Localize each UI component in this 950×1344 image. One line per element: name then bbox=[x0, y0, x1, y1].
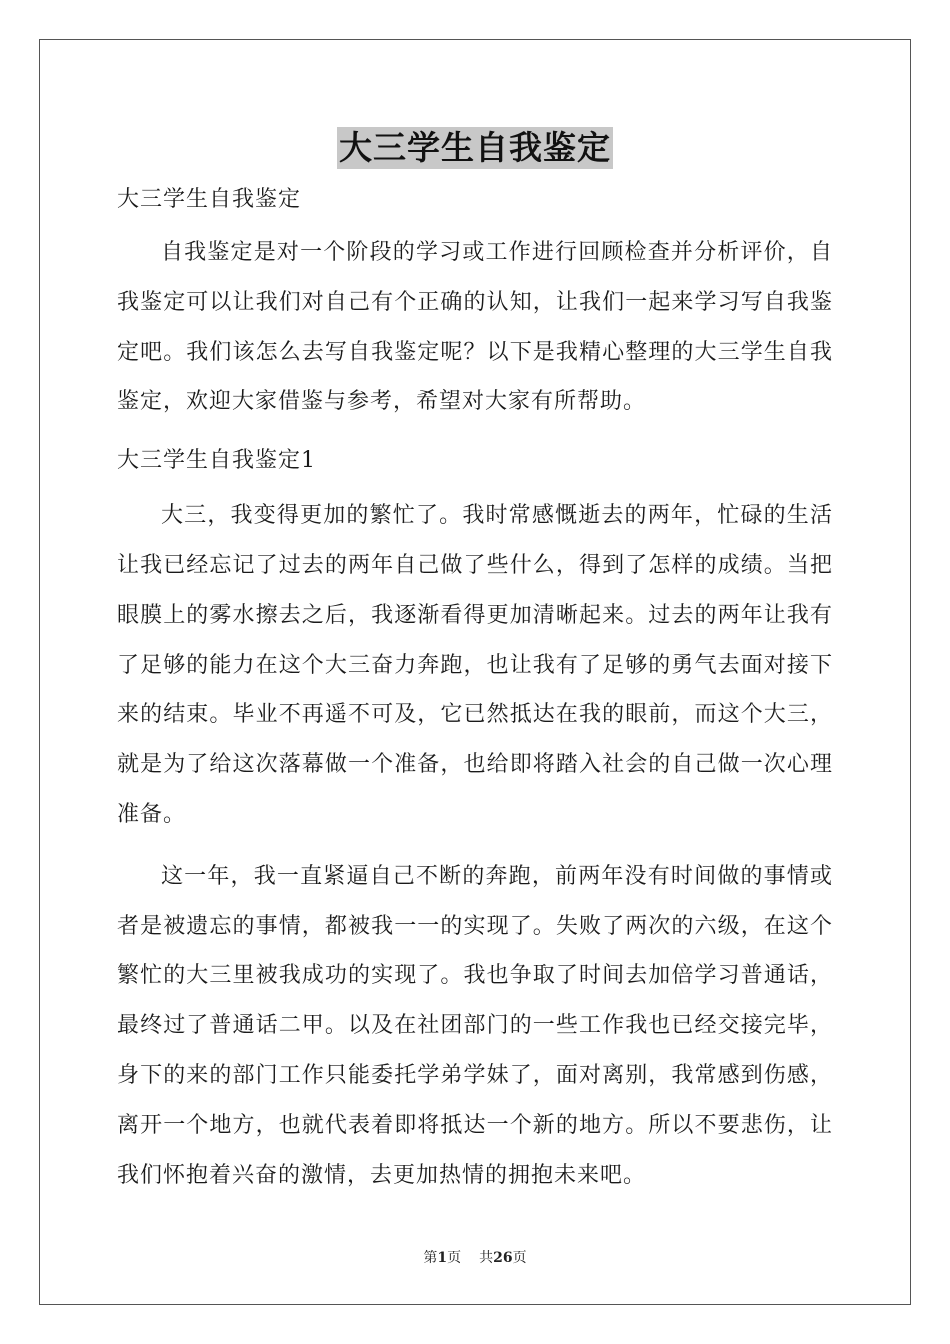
total-pages: 26 bbox=[493, 1250, 513, 1266]
page-prefix: 第 bbox=[423, 1250, 438, 1266]
page-suffix: 页 bbox=[447, 1250, 462, 1266]
page-number: 1 bbox=[437, 1250, 448, 1266]
page-footer bbox=[0, 1249, 950, 1267]
total-prefix: 共 bbox=[479, 1250, 494, 1266]
intro-paragraph: 自我鉴定是对一个阶段的学习或工作进行回顾检查并分析评价，自我鉴定可以让我们对自己有个正确的认知，让我们一起来学习写自我鉴定吧。我们该怎么去写自我鉴定呢？以下是我精心整理的大三学生自我鉴定，欢迎大家借鉴与参考，希望对大家有所帮助。 bbox=[117, 240, 833, 415]
main-heading: 大三学生自我鉴定 bbox=[117, 187, 302, 212]
document-body bbox=[117, 178, 833, 1200]
title-container bbox=[0, 127, 950, 169]
body-paragraph-2: 这一年，我一直紧逼自己不断的奔跑，前两年没有时间做的事情或者是被遗忘的事情，都被我一一的实现了。失败了两次的六级，在这个繁忙的大三里被我成功的实现了。我也争取了时间去加倍学习普通话，最终过了普通话二甲。以及在社团部门的一些工作我也已经交接完毕，身下的来的部门工作只能委托学弟学妹了，面对离别，我常感到伤感，离开一个地方，也就代表着即将抵达一个新的地方。所以不要悲伤，让我们怀抱着兴奋的激情，去更加热情的拥抱未来吧。 bbox=[117, 863, 833, 1188]
body-paragraph-1: 大三，我变得更加的繁忙了。我时常感慨逝去的两年，忙碌的生活让我已经忘记了过去的两年自己做了些什么，得到了怎样的成绩。当把眼膜上的雾水擦去之后，我逐渐看得更加清晰起来。过去的两年让我有了足够的能力在这个大三奋力奔跑，也让我有了足够的勇气去面对接下来的结束。毕业不再遥不可及，它已然抵达在我的眼前，而这个大三，就是为了给这次落幕做一个准备，也给即将踏入社会的自己做一次心理准备。 bbox=[117, 503, 833, 827]
total-suffix: 页 bbox=[512, 1250, 527, 1266]
section-heading: 大三学生自我鉴定1 bbox=[117, 448, 316, 474]
document-title: 大三学生自我鉴定 bbox=[339, 128, 611, 167]
